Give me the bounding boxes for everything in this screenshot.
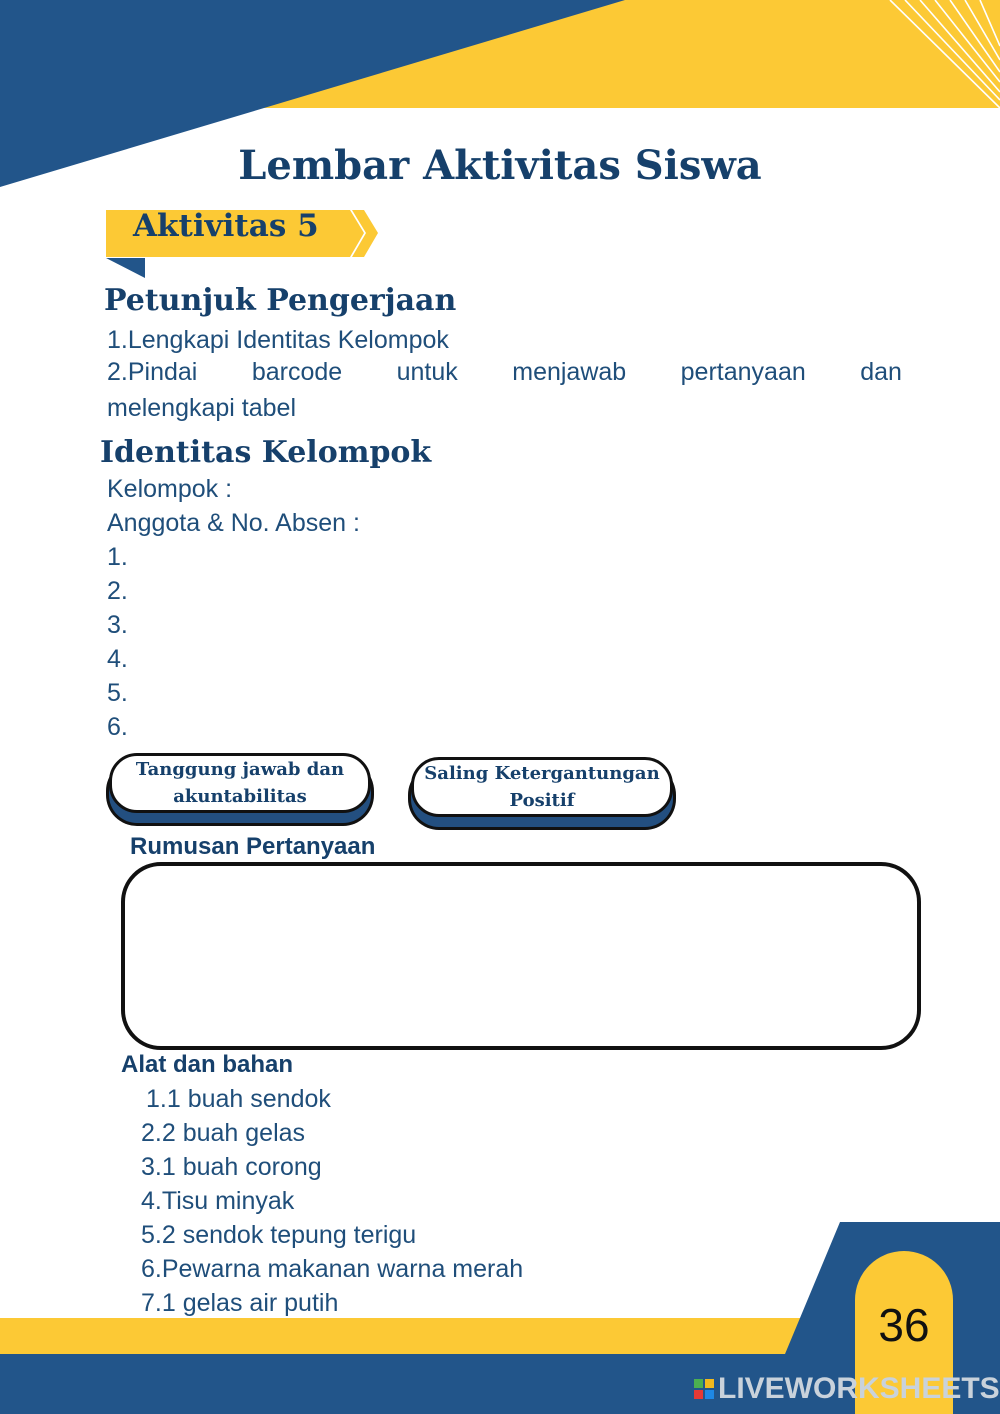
instruction-word: 2.Pindai [107,358,198,386]
page-title: Lembar Aktivitas Siswa [238,142,762,189]
instruction-word: dan [860,358,902,386]
material-item: 4.Tisu minyak [141,1187,295,1215]
member-number: 3. [107,611,128,639]
member-number: 1. [107,543,128,571]
instruction-item-1: 1.Lengkapi Identitas Kelompok [107,326,449,354]
question-answer-box[interactable] [121,862,921,1050]
member-number: 4. [107,645,128,673]
member-number: 6. [107,713,128,741]
members-label: Anggota & No. Absen : [107,509,360,537]
banner-shadow [106,258,145,278]
material-item: 1.1 buah sendok [146,1085,331,1113]
responsibility-tag-line1: Tanggung jawab dan [135,759,345,780]
watermark-text: LIVEWORKSHEETS [718,1372,1000,1405]
instructions-heading: Petunjuk Pengerjaan [104,283,457,318]
instruction-word: untuk [396,358,458,386]
interdependence-tag-line2: Positif [509,790,575,811]
activity-banner-label: Aktivitas 5 [133,208,319,244]
materials-heading: Alat dan bahan [121,1051,294,1078]
interdependence-tag-line1: Saling Ketergantungan [424,763,660,784]
instruction-word: barcode [251,358,343,386]
interdependence-tag [411,757,673,817]
instruction-word: pertanyaan [680,358,806,386]
member-number: 2. [107,577,128,605]
identity-heading: Identitas Kelompok [100,435,432,470]
page-number: 36 [878,1299,930,1351]
question-heading: Rumusan Pertanyaan [130,833,376,860]
material-item: 7.1 gelas air putih [141,1289,339,1317]
responsibility-tag-line2: akuntabilitas [173,786,307,807]
instruction-item-2 [107,358,902,387]
member-number: 5. [107,679,128,707]
material-item: 3.1 buah corong [141,1153,322,1181]
instruction-item-2-continued: melengkapi tabel [107,394,297,422]
responsibility-tag [109,753,371,813]
group-label: Kelompok : [107,475,233,503]
material-item: 2.2 buah gelas [141,1119,306,1147]
material-item: 6.Pewarna makanan warna merah [141,1255,524,1283]
material-item: 5.2 sendok tepung terigu [141,1221,417,1249]
instruction-word: menjawab [512,358,627,386]
